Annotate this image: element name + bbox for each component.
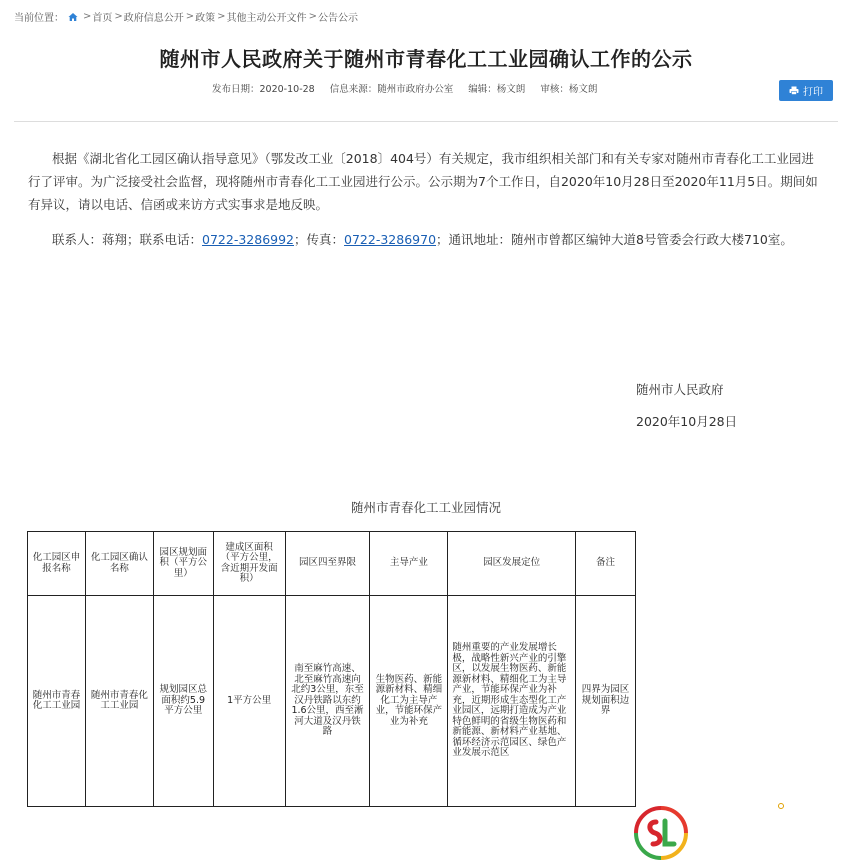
paragraph-contact [28,228,824,251]
breadcrumb-policy[interactable]: 政策 [195,13,216,24]
fax-link[interactable]: 0722-3286970 [344,232,437,247]
header-confirmed-name: 化工园区确认名称 [85,532,153,596]
breadcrumb-announcements[interactable]: 公告公示 [317,13,358,24]
cell-leading-industry: 生物医药、新能源新材料、精细化工为主导产业，节能环保产业为补充 [370,596,448,807]
cell-confirmed-name: 随州市青春化工工业园 [85,596,153,807]
breadcrumb-label: 当前位置： [14,13,64,24]
breadcrumb-other-files[interactable]: 其他主动公开文件 [226,13,307,24]
article-meta [212,81,609,95]
publish-date: 发布日期：2020-10-28 [212,84,315,95]
article-body [28,147,824,251]
printer-icon [789,86,799,95]
breadcrumb-separator: > [185,11,195,22]
divider [14,121,838,122]
home-icon[interactable] [68,12,78,22]
header-boundaries: 园区四至界限 [285,532,370,596]
breadcrumb-separator: > [217,11,226,22]
header-planned-area: 园区规划面积（平方公里） [153,532,213,596]
cell-planned-area: 规划园区总面积约5.9平方公里 [153,596,213,807]
header-positioning: 园区发展定位 [448,532,576,596]
header-leading-industry: 主导产业 [370,532,448,596]
header-built-area: 建成区面积（平方公里，含近期开发面积） [213,532,285,596]
header-declared-name: 化工园区申报名称 [28,532,86,596]
editor: 编辑：杨文朗 [468,84,526,95]
phone-link[interactable]: 0722-3286992 [202,232,295,247]
breadcrumb [14,9,359,24]
contact-prefix: 联系人：蒋翔；联系电话： [52,232,203,247]
breadcrumb-separator: > [308,11,317,22]
breadcrumb-separator: > [83,11,92,22]
print-button[interactable] [779,80,833,101]
table-header-row [28,532,636,596]
breadcrumb-home[interactable]: 首页 [92,13,113,24]
table-row [28,596,636,807]
print-label: 打印 [803,87,823,98]
decorative-dot [778,803,784,809]
reviewer: 审核：杨文朗 [540,84,598,95]
fax-prefix: ；传真： [294,232,345,247]
address: ；通讯地址：随州市曾都区编钟大道8号管委会行政大楼710室。 [436,232,793,247]
cell-positioning: 随州重要的产业发展增长极，战略性新兴产业的引擎区，以发展生物医药、新能源新材料、精细化工为主导产业，节能环保产业为补充，近期形成生态型化工产业园区，远期打造成为产业特色鲜明的省级生物医药和新能源、新材料产业基地、循环经济示范园区、绿色产业发展示范区 [448,596,576,807]
park-info-table [27,531,636,807]
signature-date: 2020年10月28日 [636,414,738,429]
cell-remarks: 四界为园区规划面积边界 [576,596,636,807]
table-title: 随州市青春化工工业园情况 [350,500,501,515]
cell-built-area: 1平方公里 [213,596,285,807]
signature-org: 随州市人民政府 [636,382,724,397]
header-remarks: 备注 [576,532,636,596]
info-source: 信息来源：随州市政府办公室 [329,84,454,95]
page-title: 随州市人民政府关于随州市青春化工工业园确认工作的公示 [159,47,693,71]
breadcrumb-separator: > [114,11,123,22]
breadcrumb-gov-info[interactable]: 政府信息公开 [123,13,184,24]
cell-declared-name: 随州市青春化工工业园 [28,596,86,807]
site-logo-icon [634,806,688,860]
paragraph-main: 根据《湖北省化工园区确认指导意见》（鄂发改工业〔2018〕404号）有关规定，我市组织相关部门和有关专家对随州市青春化工工业园进行了评审。为广泛接受社会监督，现将随州市青春化工工业园进行公示。公示期为7个工作日，自2020年10月28日至2020年11月5日。期间如有异议，请以电话、信函或来访方式实事求是地反映。 [28,151,818,212]
cell-boundaries: 南至麻竹高速、北至麻竹高速向北约3公里，东至汉丹铁路以东约1.6公里，西至淅河大道及汉丹铁路 [285,596,370,807]
